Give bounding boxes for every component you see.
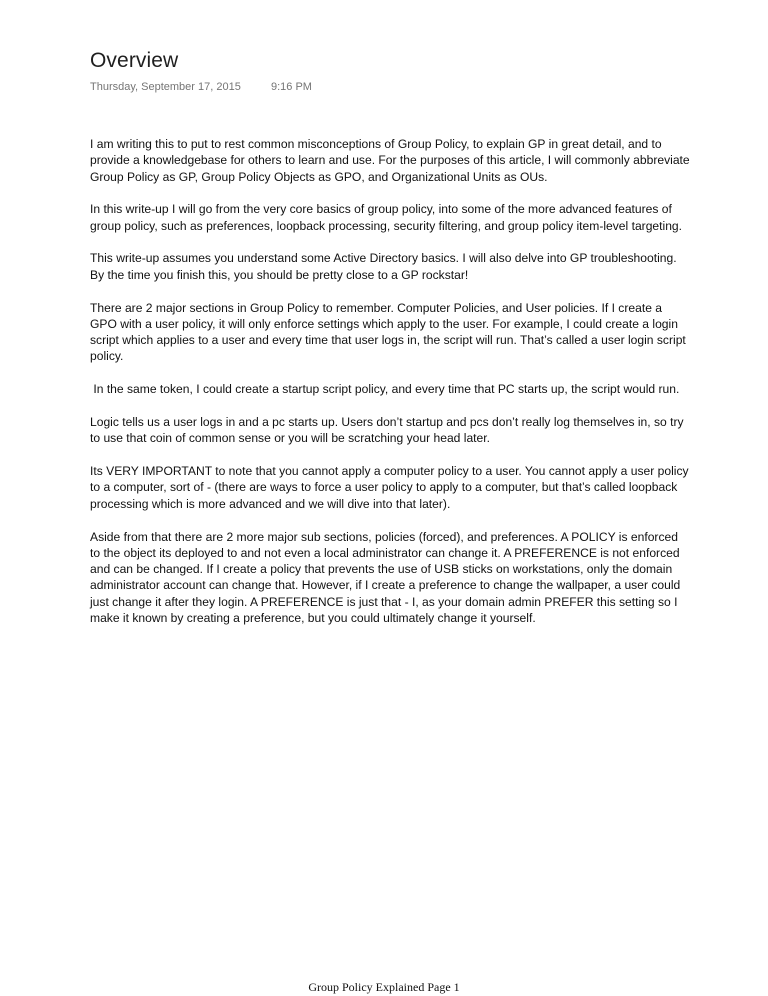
paragraph: Its VERY IMPORTANT to note that you cannot apply a computer policy to a user. You cannot apply a user policy to a computer, sort of - (there are ways to force a user policy to apply to a computer, but that’s called loopback processing which is more advanced and we will dive into that later).: [90, 464, 689, 511]
paragraph: Logic tells us a user logs in and a pc starts up. Users don’t startup and pcs don’t really log themselves in, so try to use that coin of common sense or you will be scratching your head later.: [90, 415, 684, 446]
page-date: Thursday, September 17, 2015: [90, 81, 241, 93]
document-body: [90, 136, 690, 643]
paragraph: In the same token, I could create a startup script policy, and every time that PC starts up, the script would run.: [90, 382, 680, 397]
paragraph: There are 2 major sections in Group Policy to remember. Computer Policies, and User policies. If I create a GPO with a user policy, it will only enforce settings which apply to the user. For example, I could create a login script which applies to a user and every time that user logs in, the script will run. That’s called a user login script policy.: [90, 300, 686, 364]
paragraph: In this write-up I will go from the very core basics of group policy, into some of the more advanced features of group policy, such as preferences, loopback processing, security filtering, and group policy item-level targeting.: [90, 202, 683, 233]
page-footer: Group Policy Explained Page 1: [308, 980, 460, 994]
paragraph: I am writing this to put to rest common misconceptions of Group Policy, to explain GP in great detail, and to provide a knowledgebase for others to learn and use. For the purposes of this article, I will commonly abbreviate Group Policy as GP, Group Policy Objects as GPO, and Organizational Units as OUs.: [90, 137, 690, 184]
page-title: Overview: [90, 49, 179, 72]
paragraph: This write-up assumes you understand some Active Directory basics. I will also delve into GP troubleshooting. By the time you finish this, you should be pretty close to a GP rockstar!: [90, 251, 677, 282]
page-timestamp: [90, 81, 312, 93]
page-time: 9:16 PM: [271, 81, 312, 93]
paragraph: Aside from that there are 2 more major sub sections, policies (forced), and preferences. A POLICY is enforced to the object its deployed to and not even a local administrator can change it. A PREFERENCE is not enforced and can be changed. If I create a policy that prevents the use of USB sticks on workstations, only the domain administrator account can change that. However, if I create a preference to change the wallpaper, a user could just change it after they login. A PREFERENCE is just that - I, as your domain admin PREFER this setting so I make it known by creating a preference, but you could ultimately change it yourself.: [90, 529, 681, 626]
